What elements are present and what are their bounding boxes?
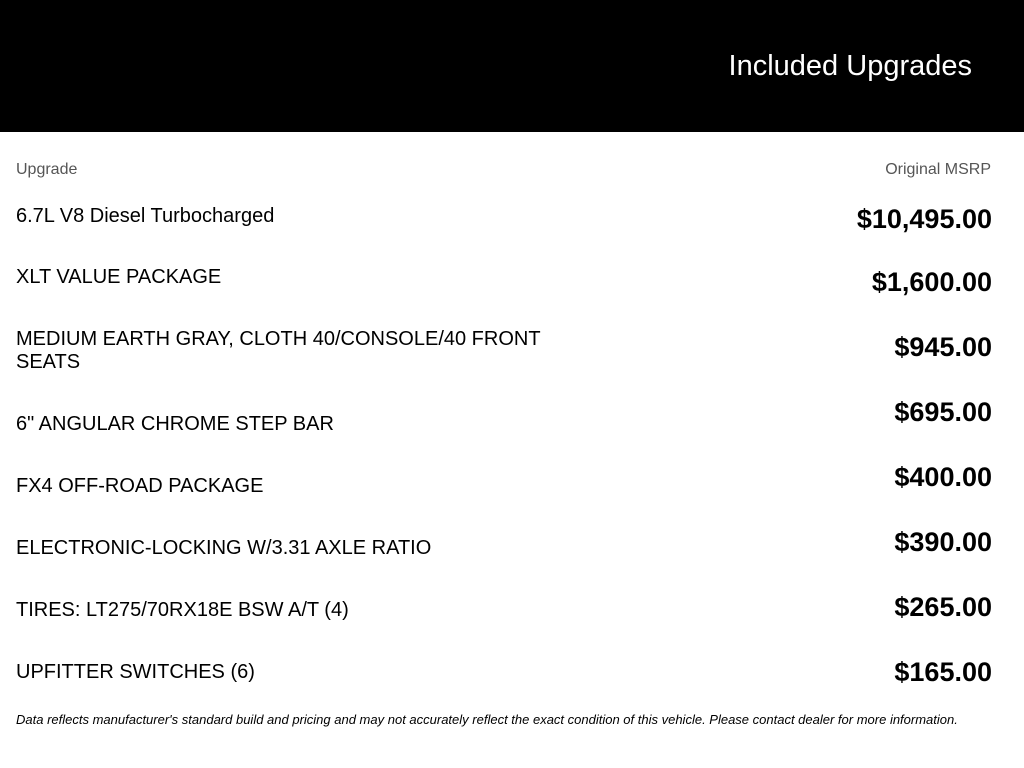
- msrp-column-header: Original MSRP: [885, 161, 991, 178]
- upgrade-name: 6.7L V8 Diesel Turbocharged: [16, 205, 275, 227]
- upgrade-price: $10,495.00: [856, 204, 992, 234]
- disclaimer: Data reflects manufacturer's standard build and pricing and may not accurately reflect the exact condition of this vehicle. Please contact dealer for more information.: [16, 712, 958, 727]
- upgrade-name: XLT VALUE PACKAGE: [16, 266, 222, 288]
- upgrade-price: $695.00: [894, 397, 992, 427]
- upgrade-price: $165.00: [894, 657, 992, 687]
- upgrade-name: UPFITTER SWITCHES (6): [16, 661, 255, 683]
- upgrade-name: TIRES: LT275/70RX18E BSW A/T (4): [16, 599, 349, 621]
- upgrade-name: MEDIUM EARTH GRAY, CLOTH 40/CONSOLE/40 FRONT SEATS: [16, 328, 541, 373]
- upgrade-column-header: Upgrade: [16, 161, 78, 178]
- page-title: Included Upgrades: [728, 50, 972, 82]
- upgrade-name: 6" ANGULAR CHROME STEP BAR: [16, 413, 334, 435]
- upgrade-name: ELECTRONIC-LOCKING W/3.31 AXLE RATIO: [16, 537, 432, 559]
- upgrade-price: $390.00: [894, 527, 992, 557]
- upgrade-name: FX4 OFF-ROAD PACKAGE: [16, 475, 264, 497]
- header-banner: [0, 0, 1024, 132]
- upgrade-price: $1,600.00: [871, 267, 992, 297]
- upgrade-price: $400.00: [894, 462, 992, 492]
- upgrade-price: $265.00: [894, 592, 992, 622]
- upgrade-price: $945.00: [894, 332, 992, 362]
